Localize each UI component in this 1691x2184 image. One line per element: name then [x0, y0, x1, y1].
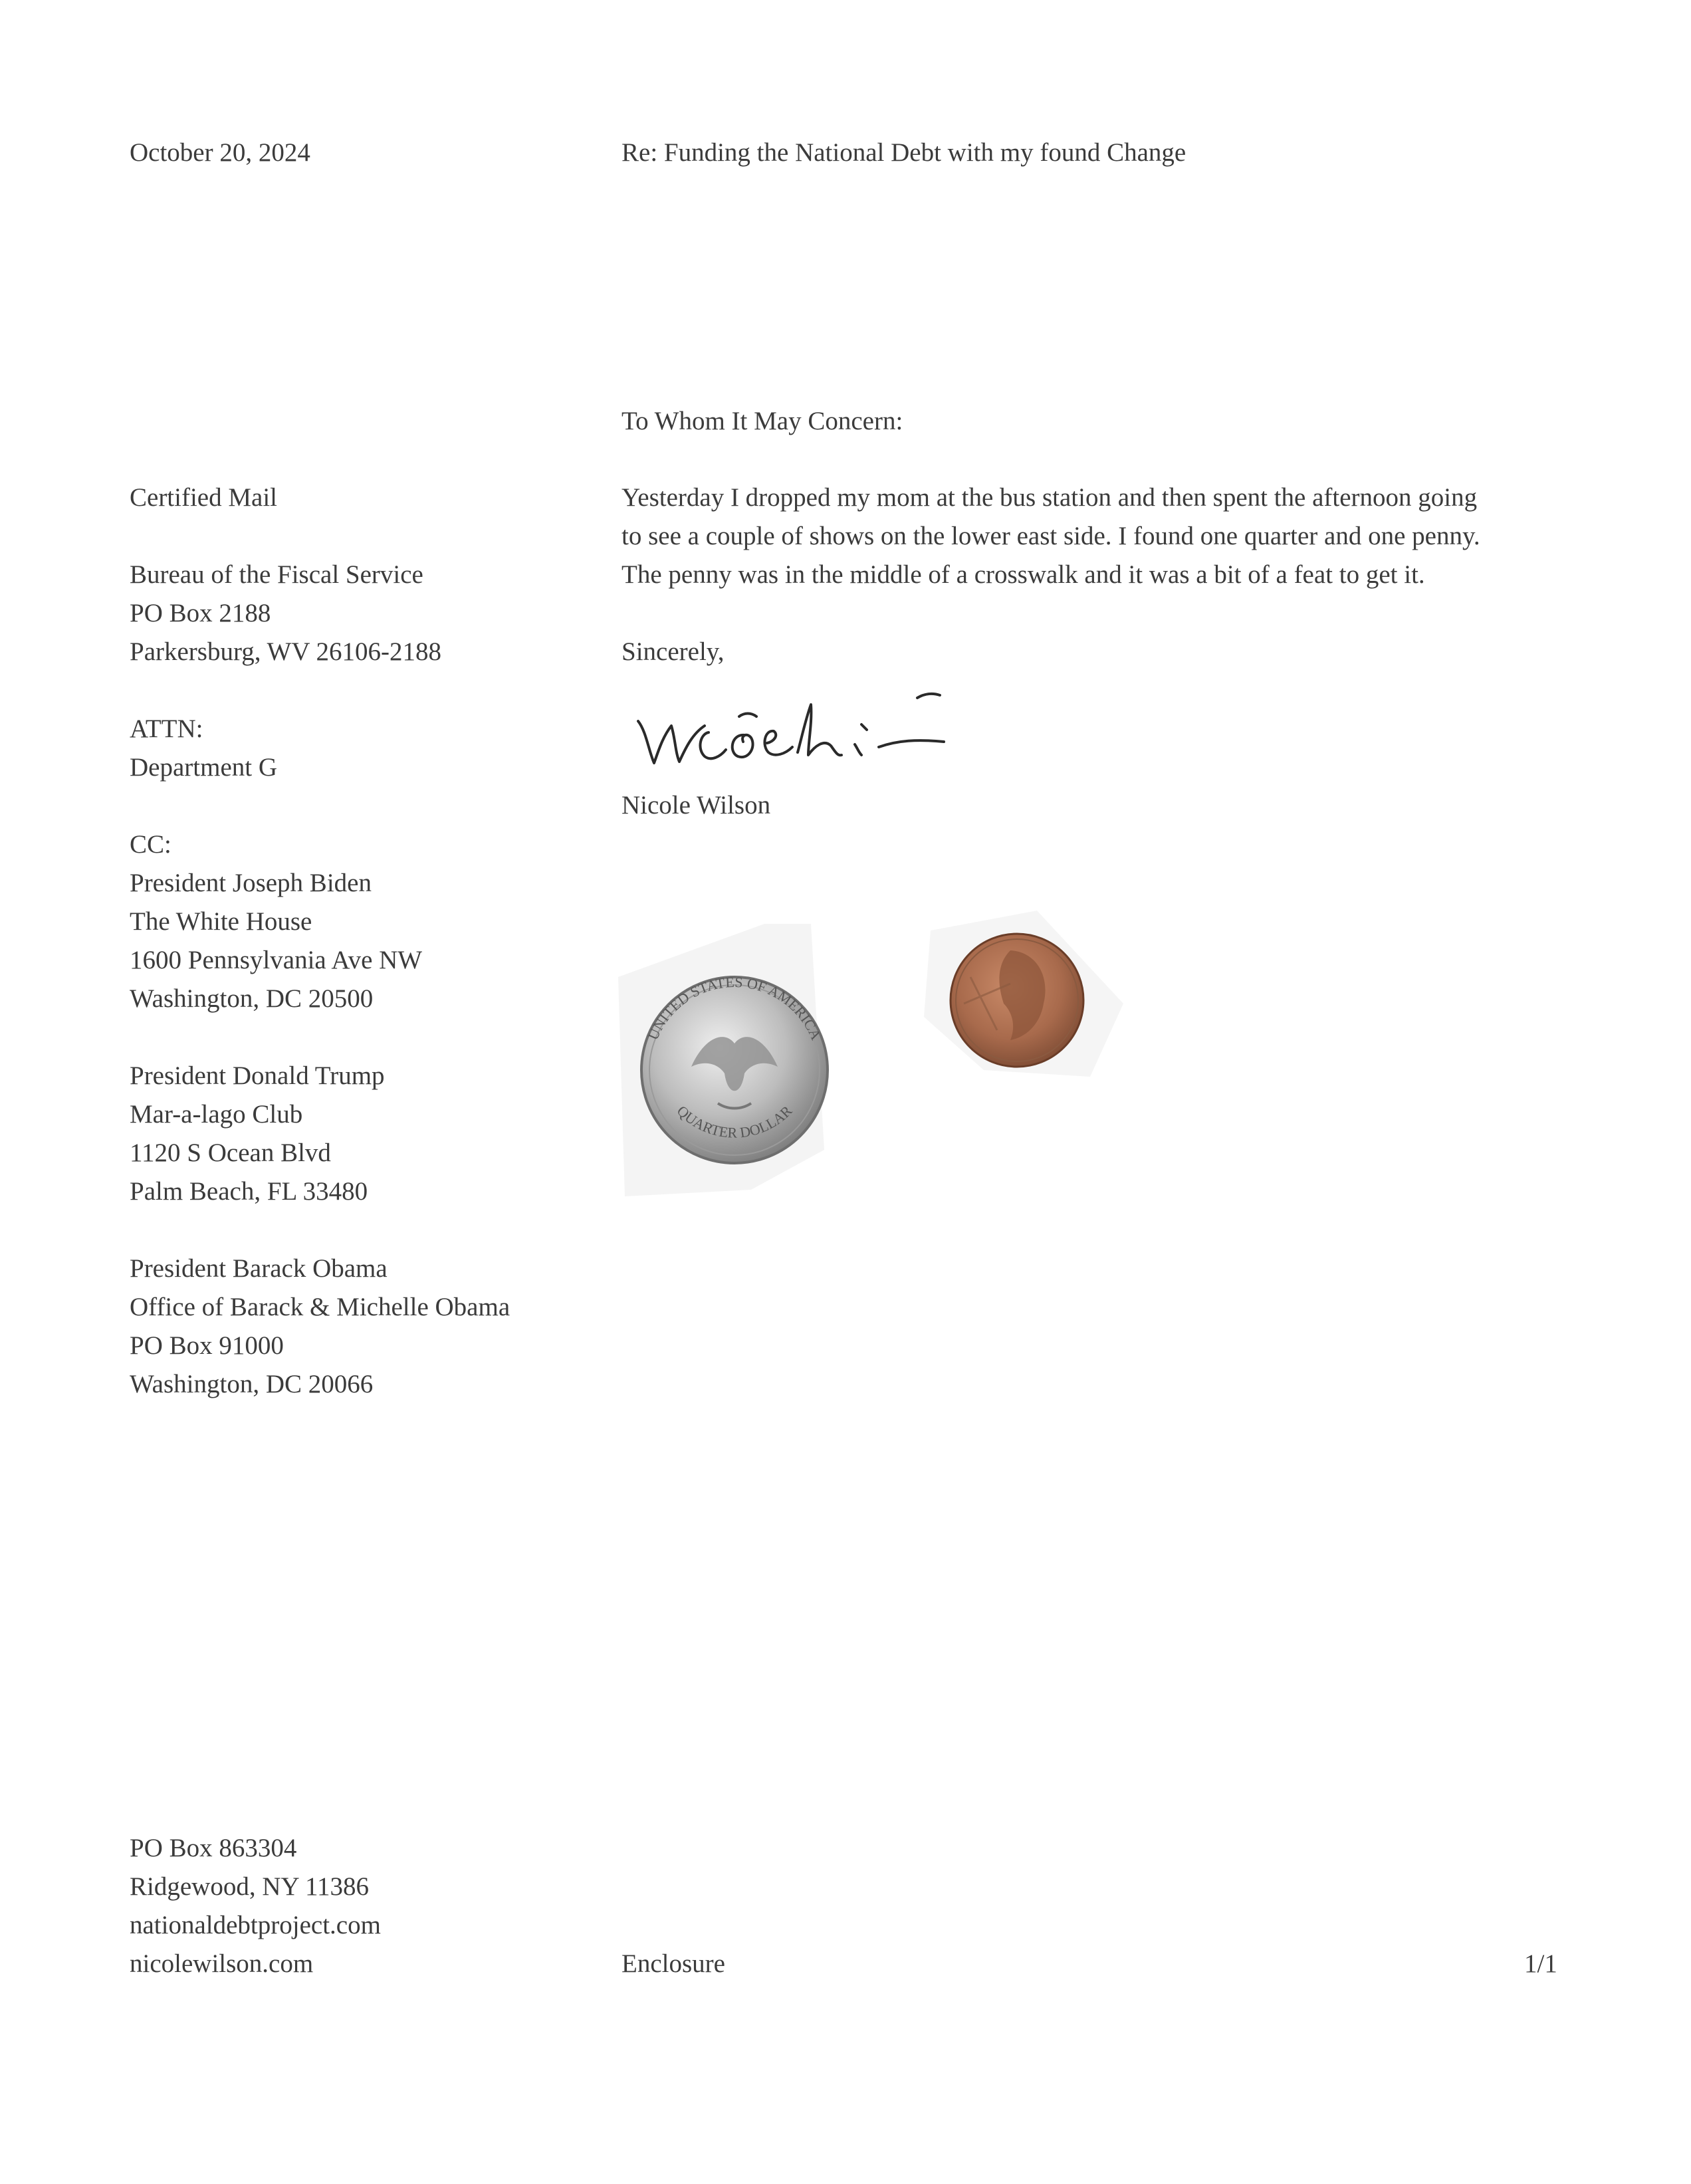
- cc-label: CC:: [130, 830, 171, 859]
- cc-recipient-line: 1600 Pennsylvania Ave NW: [130, 946, 423, 974]
- mail-type: Certified Mail: [130, 483, 278, 512]
- letter-subject: Re: Funding the National Debt with my found Change: [621, 138, 1186, 167]
- cc-recipient-line: The White House: [130, 907, 312, 936]
- quarter-legend-bottom: QUARTER DOLLAR: [673, 1102, 796, 1141]
- quarter-legend-top: UNITED STATES OF AMERICA: [644, 973, 825, 1043]
- cc-recipient-line: Washington, DC 20500: [130, 984, 374, 1013]
- cc-recipient-line: PO Box 91000: [130, 1331, 284, 1360]
- closing: Sincerely,: [621, 637, 725, 666]
- cc-recipient-line: Mar-a-lago Club: [130, 1100, 303, 1129]
- sender-website: nicolewilson.com: [130, 1949, 314, 1978]
- enclosed-coins: [612, 904, 1157, 1236]
- handwritten-signature: [631, 678, 977, 778]
- cc-recipient-line: President Donald Trump: [130, 1061, 385, 1090]
- page-number: 1/1: [1524, 1949, 1557, 1978]
- cc-recipient-line: Washington, DC 20066: [130, 1370, 374, 1398]
- body-line: to see a couple of shows on the lower east side. I found one quarter and one penny.: [621, 522, 1480, 550]
- enclosure-label: Enclosure: [621, 1949, 725, 1978]
- recipient-block: [130, 479, 510, 1404]
- cc-recipient-line: Office of Barack & Michelle Obama: [130, 1293, 510, 1321]
- letter-body: [621, 479, 1532, 671]
- body-line: The penny was in the middle of a crosswalk and it was a bit of a feat to get it.: [621, 560, 1425, 589]
- sender-line: PO Box 863304: [130, 1834, 297, 1862]
- sender-website: nationaldebtproject.com: [130, 1911, 381, 1939]
- signature-name: Nicole Wilson: [621, 791, 771, 819]
- cc-recipient-line: President Barack Obama: [130, 1254, 388, 1283]
- quarter-coin: [641, 974, 828, 1163]
- cc-recipient-line: President Joseph Biden: [130, 869, 372, 897]
- attn-label: ATTN:: [130, 714, 203, 743]
- sender-line: Ridgewood, NY 11386: [130, 1872, 370, 1901]
- penny-coin: [951, 934, 1083, 1067]
- attn-department: Department G: [130, 753, 278, 782]
- recipient-address-line: PO Box 2188: [130, 599, 271, 627]
- sender-block: [130, 1829, 381, 1983]
- body-line: Yesterday I dropped my mom at the bus station and then spent the afternoon going: [621, 483, 1478, 512]
- letter-date: October 20, 2024: [130, 138, 310, 167]
- recipient-address-line: Parkersburg, WV 26106-2188: [130, 637, 442, 666]
- salutation: To Whom It May Concern:: [621, 407, 903, 435]
- recipient-address-line: Bureau of the Fiscal Service: [130, 560, 423, 589]
- cc-recipient-line: Palm Beach, FL 33480: [130, 1177, 368, 1206]
- cc-recipient-line: 1120 S Ocean Blvd: [130, 1139, 331, 1167]
